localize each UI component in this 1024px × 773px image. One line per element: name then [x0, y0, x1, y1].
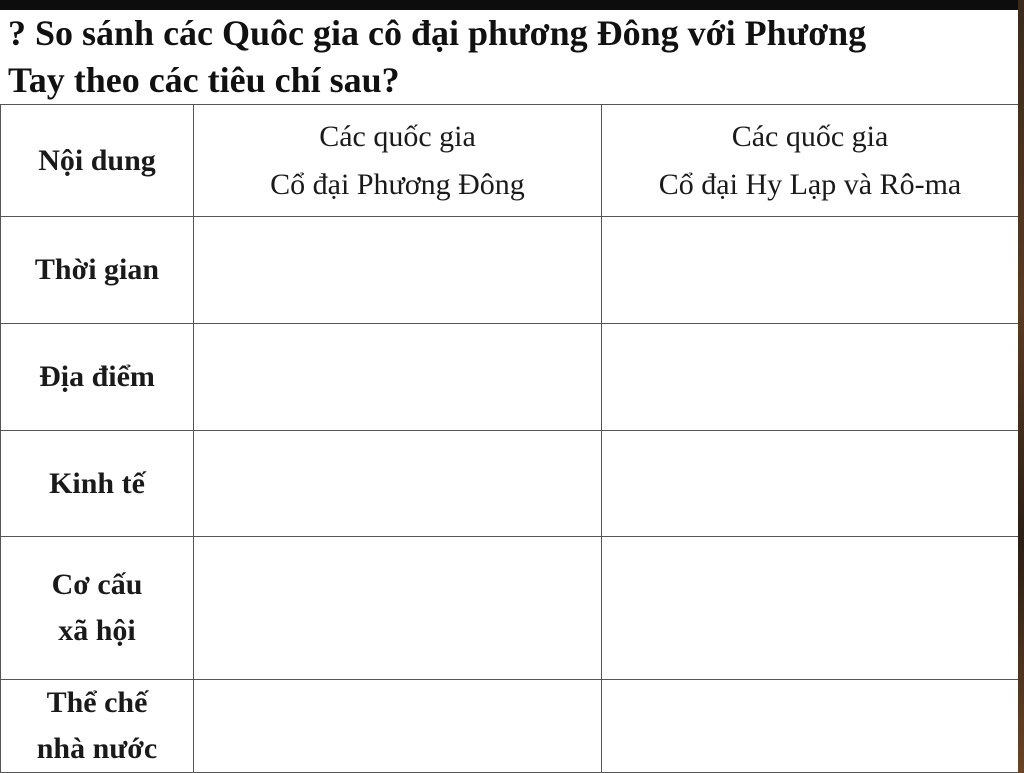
row-criteria-line-1: Thể chế — [46, 686, 148, 719]
row-criteria — [1, 217, 194, 324]
right-edge — [1018, 0, 1024, 773]
question-line-1: ? So sánh các Quôc gia cô đại phương Đông với Phương — [8, 13, 867, 53]
answer-cell-east[interactable] — [194, 680, 602, 773]
row-criteria — [1, 537, 194, 680]
row-criteria-line-2: nhà nước — [36, 732, 158, 765]
header-criteria: Nội dung — [1, 105, 194, 217]
table-header-row — [1, 105, 1019, 217]
worksheet-page — [0, 10, 1018, 773]
row-criteria-line-1: Cơ cấu — [51, 568, 143, 601]
answer-cell-west[interactable] — [602, 324, 1019, 431]
row-criteria-line-1: Kinh tế — [49, 466, 145, 500]
header-west-line-2: Cổ đại Hy Lạp và Rô-ma — [658, 167, 962, 201]
row-criteria — [1, 324, 194, 431]
question-line-2: Tay theo các tiêu chí sau? — [8, 60, 400, 100]
row-criteria — [1, 680, 194, 773]
answer-cell-west[interactable] — [602, 537, 1019, 680]
answer-cell-west[interactable] — [602, 217, 1019, 324]
table-row — [1, 217, 1019, 324]
comparison-table — [0, 104, 1019, 773]
question-text — [8, 10, 1008, 104]
row-criteria-line-2: xã hội — [58, 614, 136, 647]
answer-cell-east[interactable] — [194, 537, 602, 680]
top-edge — [0, 0, 1024, 10]
table-row — [1, 324, 1019, 431]
table-row — [1, 537, 1019, 680]
answer-cell-east[interactable] — [194, 217, 602, 324]
header-west-line-1: Các quốc gia — [731, 119, 889, 153]
header-west — [602, 105, 1019, 217]
row-criteria — [1, 431, 194, 537]
answer-cell-west[interactable] — [602, 431, 1019, 537]
answer-cell-east[interactable] — [194, 431, 602, 537]
answer-cell-east[interactable] — [194, 324, 602, 431]
row-criteria-line-1: Thời gian — [34, 253, 160, 286]
answer-cell-west[interactable] — [602, 680, 1019, 773]
header-east-line-2: Cổ đại Phương Đông — [270, 167, 525, 201]
table-row — [1, 431, 1019, 537]
row-criteria-line-1: Địa điểm — [39, 360, 155, 393]
header-east — [194, 105, 602, 217]
table-row — [1, 680, 1019, 773]
header-east-line-1: Các quốc gia — [319, 119, 476, 153]
